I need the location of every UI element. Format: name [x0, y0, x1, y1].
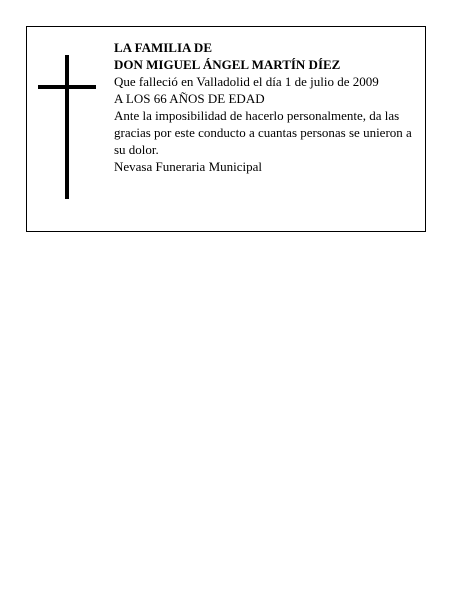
cross-horizontal-bar — [38, 85, 96, 89]
death-info: Que falleció en Valladolid el día 1 de julio de 2009 — [114, 74, 379, 89]
funeral-home: Nevasa Funeraria Municipal — [114, 159, 263, 174]
family-heading: LA FAMILIA DE — [114, 40, 212, 55]
cross-vertical-bar — [65, 55, 69, 199]
gratitude-message: Ante la imposibilidad de hacerlo personalmente, da las gracias por este conducto a cuantas personas se unieron a su dolor. — [114, 108, 412, 157]
obituary-notice — [26, 26, 426, 232]
deceased-name: DON MIGUEL ÁNGEL MARTÍN DÍEZ — [114, 57, 341, 72]
age-text: A LOS 66 AÑOS DE EDAD — [114, 91, 265, 106]
notice-text — [114, 39, 420, 175]
